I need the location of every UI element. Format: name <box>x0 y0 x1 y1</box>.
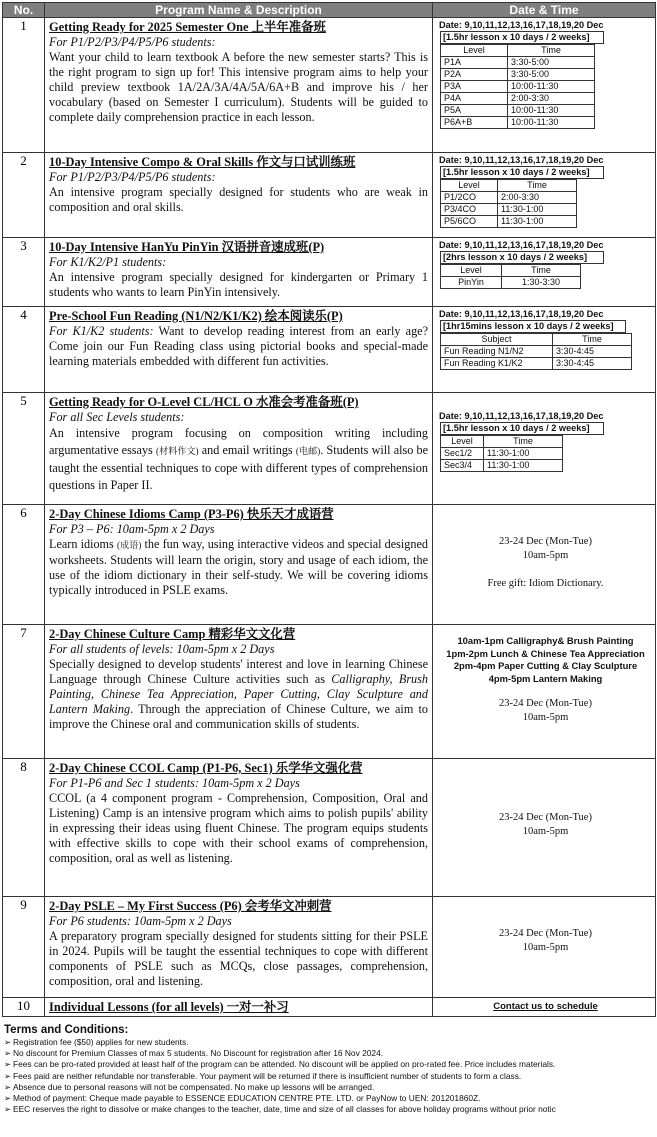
program-row <box>3 307 656 393</box>
terms-item-text: No discount for Premium Classes of max 5 students. No Discount for registration after 16 Nov 2024. <box>13 1048 384 1059</box>
row-number: 2 <box>3 153 45 238</box>
program-body-text: Want to develop reading interest from an early age? Come join our Fun Reading class using pictorial books and special-made learning materials embedded with different fun activities. <box>49 324 428 368</box>
schedule-time: 11:30-1:00 <box>484 448 563 460</box>
schedule-time: 3:30-4:45 <box>553 346 632 358</box>
header-program: Program Name & Description <box>45 3 433 18</box>
terms-and-conditions <box>4 1024 654 1115</box>
program-audience: For K1/K2 students: <box>49 324 154 338</box>
program-row <box>3 18 656 153</box>
program-audience: For P3 – P6: 10am-5pm x 2 Days <box>49 522 215 536</box>
program-description <box>45 897 433 998</box>
contact-us-link[interactable]: Contact us to schedule <box>493 1001 598 1012</box>
schedule-lesson-info: [1.5hr lesson x 10 days / 2 weeks] <box>440 422 604 435</box>
schedule-lesson-info: [1.5hr lesson x 10 days / 2 weeks] <box>440 31 604 44</box>
row-number: 7 <box>3 625 45 759</box>
program-description <box>45 307 433 393</box>
schedule-level: P1A <box>441 57 508 69</box>
camp-time: 10am-5pm <box>522 942 569 953</box>
terms-item-text: EEC reserves the right to dissolve or make changes to the teacher, date, time and size of all classes for above holiday programs without prior notic <box>13 1104 556 1115</box>
program-description <box>45 238 433 307</box>
schedule-level: P1/2CO <box>441 192 498 204</box>
program-title: Pre-School Fun Reading (N1/N2/K1/K2) 绘本阅读乐(P) <box>49 309 343 323</box>
program-body-text: An intensive program focusing on composition writing including argumentative essays <box>49 426 428 457</box>
program-title: Individual Lessons (for all levels) 一对一补习 <box>49 1000 289 1014</box>
camp-schedule-item: 4pm-5pm Lantern Making <box>488 672 603 684</box>
program-body: CCOL (a 4 component program - Comprehension, Composition, Oral and Listening) Camp is an intensive program which aims to polish pupils' ability in expressing their ideas using fluent Chinese. The program equips students with effective skills to cope with their school exams of comprehension, composition, oral as well as listening. <box>49 791 428 865</box>
arrow-bullet-icon: ➢ <box>4 1048 12 1059</box>
schedule-time: 3:30-5:00 <box>508 69 595 81</box>
row-number: 8 <box>3 759 45 897</box>
schedule-head-time: Time <box>553 334 632 346</box>
schedule-lesson-info: [1.5hr lesson x 10 days / 2 weeks] <box>440 166 604 179</box>
schedule-time: 10:00-11:30 <box>508 81 595 93</box>
program-schedule <box>433 238 656 307</box>
program-audience: For P1/P2/P3/P4/P5/P6 students: <box>49 170 216 184</box>
program-schedule <box>433 307 656 393</box>
row-number: 9 <box>3 897 45 998</box>
schedule-dates: Date: 9,10,11,12,13,16,17,18,19,20 Dec <box>439 155 604 165</box>
row-number: 4 <box>3 307 45 393</box>
program-description <box>45 759 433 897</box>
schedule-level: PinYin <box>441 277 502 289</box>
schedule-table <box>440 44 595 129</box>
program-title: 2-Day Chinese Culture Camp 精彩华文文化营 <box>49 627 296 641</box>
program-row <box>3 505 656 625</box>
program-schedule <box>433 18 656 153</box>
terms-item <box>4 1071 654 1082</box>
schedule-table <box>440 435 563 472</box>
camp-time: 10am-5pm <box>522 712 569 723</box>
schedule-level: P5A <box>441 105 508 117</box>
schedule-time: 10:00-11:30 <box>508 117 595 129</box>
terms-heading: Terms and Conditions: <box>4 1024 129 1036</box>
camp-time: 10am-5pm <box>522 550 569 561</box>
program-schedule <box>433 759 656 897</box>
program-audience: For P6 students: 10am-5pm x 2 Days <box>49 914 232 928</box>
schedule-subject: Fun Reading K1/K2 <box>441 358 553 370</box>
camp-dates: 23-24 Dec (Mon-Tue) <box>499 536 592 547</box>
program-title: Getting Ready for O-Level CL/HCL O 水准会考准备班(P) <box>49 395 359 409</box>
schedule-table <box>440 179 577 228</box>
program-audience: For P1/P2/P3/P4/P5/P6 students: <box>49 35 216 49</box>
program-title: 2-Day Chinese Idioms Camp (P3-P6) 快乐天才成语营 <box>49 507 334 521</box>
schedule-table <box>440 264 581 289</box>
schedule-subject: Fun Reading N1/N2 <box>441 346 553 358</box>
row-number: 3 <box>3 238 45 307</box>
program-row <box>3 238 656 307</box>
schedule-time: 3:30-4:45 <box>553 358 632 370</box>
schedule-time: 11:30-1:00 <box>498 216 577 228</box>
terms-item <box>4 1093 654 1104</box>
program-description <box>45 625 433 759</box>
program-title: Getting Ready for 2025 Semester One 上半年准备班 <box>49 20 326 34</box>
terms-item <box>4 1037 654 1048</box>
terms-item-text: Fees paid are neither refundable nor transferable. Your payment will be returned if there is insufficient number of students to form a class. <box>13 1070 522 1081</box>
program-title: 10-Day Intensive HanYu PinYin 汉语拼音速成班(P) <box>49 240 325 254</box>
program-description <box>45 153 433 238</box>
schedule-level: P2A <box>441 69 508 81</box>
program-schedule <box>433 153 656 238</box>
schedule-time: 1:30-3:30 <box>502 277 581 289</box>
program-schedule <box>433 897 656 998</box>
program-title: 2-Day PSLE – My First Success (P6) 会考华文冲刺营 <box>49 899 332 913</box>
program-description <box>45 393 433 505</box>
camp-schedule-item: 1pm-2pm Lunch & Chinese Tea Appreciation <box>446 647 645 659</box>
arrow-bullet-icon: ➢ <box>4 1081 12 1092</box>
schedule-lesson-info: [2hrs lesson x 10 days / 2 weeks] <box>440 251 604 264</box>
schedule-time: 3:30-5:00 <box>508 57 595 69</box>
program-body <box>49 537 428 598</box>
table-header-row <box>3 3 656 18</box>
schedule-dates: Date: 9,10,11,12,13,16,17,18,19,20 Dec <box>439 20 604 30</box>
program-audience: For all students of levels: 10am-5pm x 2 Days <box>49 642 275 656</box>
program-body <box>49 425 428 494</box>
row-number: 10 <box>3 998 45 1017</box>
program-audience: For K1/K2/P1 students: <box>49 255 167 269</box>
terms-item-text: Registration fee ($50) applies for new students. <box>13 1037 189 1047</box>
schedule-level: P6A+B <box>441 117 508 129</box>
program-description <box>45 505 433 625</box>
programs-table <box>2 2 656 1017</box>
program-body-text: the fun way, using interactive videos and special designed worksheets. Students will learn the origin, story and usage of each idiom, the use of the idiom dictionary in their self-study. We will be covering idioms typically introduced in PSLE exams. <box>49 537 428 597</box>
schedule-head-level: Level <box>441 180 498 192</box>
program-row <box>3 759 656 897</box>
row-number: 6 <box>3 505 45 625</box>
program-body-text: . Through the appreciation of Chinese Culture, we aim to improve the Chinese oral and communication skills of students. <box>49 702 429 731</box>
program-schedule <box>433 998 656 1017</box>
program-body: An intensive program specially designed for kindergarten or Primary 1 students who wants to learn PinYin intensively. <box>49 270 428 299</box>
program-description <box>45 998 433 1017</box>
program-audience: For all Sec Levels students: <box>49 410 185 424</box>
terms-item-text: Fees can be pro-rated provided at least half of the program can be attended. No discount will be applied on pro-rated fee. Price includes materials. <box>13 1059 556 1070</box>
schedule-head-level: Level <box>441 436 484 448</box>
schedule-level: P4A <box>441 93 508 105</box>
schedule-lesson-info: [1hr15mins lesson x 10 days / 2 weeks] <box>440 320 626 333</box>
chinese-note: (成语) <box>116 540 142 550</box>
program-schedule <box>433 393 656 505</box>
schedule-head-subject: Subject <box>441 334 553 346</box>
arrow-bullet-icon: ➢ <box>4 1037 12 1047</box>
camp-dates: 23-24 Dec (Mon-Tue) <box>499 698 592 709</box>
program-body-text: . Students will also be taught the essential techniques to cope with different types of comprehension questions in Paper II. <box>49 443 428 492</box>
schedule-head-level: Level <box>441 265 502 277</box>
header-date-time: Date & Time <box>433 3 656 18</box>
program-title: 10-Day Intensive Compo & Oral Skills 作文与口试训练班 <box>49 155 356 169</box>
camp-time: 10am-5pm <box>522 826 569 837</box>
program-row <box>3 897 656 998</box>
program-body <box>49 657 428 732</box>
arrow-bullet-icon: ➢ <box>4 1104 12 1115</box>
camp-dates: 23-24 Dec (Mon-Tue) <box>499 928 592 939</box>
terms-item-text: Absence due to personal reasons will not be compensated. No make up lessons will be arranged. <box>13 1081 375 1092</box>
program-schedule <box>433 625 656 759</box>
row-number: 5 <box>3 393 45 505</box>
program-title: 2-Day Chinese CCOL Camp (P1-P6, Sec1) 乐学华文强化营 <box>49 761 363 775</box>
schedule-level: P5/6CO <box>441 216 498 228</box>
schedule-time: 10:00-11:30 <box>508 105 595 117</box>
arrow-bullet-icon: ➢ <box>4 1059 12 1070</box>
schedule-head-time: Time <box>508 45 595 57</box>
chinese-note: (材料作文) <box>155 446 199 456</box>
terms-item <box>4 1048 654 1059</box>
schedule-time: 2:00-3:30 <box>498 192 577 204</box>
free-gift: Free gift: Idiom Dictionary. <box>487 578 604 589</box>
program-body: A preparatory program specially designed for students sitting for their PSLE in 2024. Pupils will be taught the essential techniques to cope with different components of PSLE such as MCQs, close passages, comprehension, composition, oral and listening. <box>49 929 428 988</box>
camp-schedule-item: 10am-1pm Calligraphy& Brush Painting <box>457 635 634 646</box>
program-audience: For P1-P6 and Sec 1 students: 10am-5pm x 2 Days <box>49 776 300 790</box>
schedule-level: P3A <box>441 81 508 93</box>
schedule-head-time: Time <box>484 436 563 448</box>
row-number: 1 <box>3 18 45 153</box>
terms-item <box>4 1104 654 1115</box>
camp-dates: 23-24 Dec (Mon-Tue) <box>499 812 592 823</box>
schedule-dates: Date: 9,10,11,12,13,16,17,18,19,20 Dec <box>439 309 604 319</box>
schedule-dates: Date: 9,10,11,12,13,16,17,18,19,20 Dec <box>439 411 604 421</box>
schedule-table <box>440 333 632 370</box>
terms-item-text: Method of payment: Cheque made payable to ESSENCE EDUCATION CENTRE PTE. LTD. or PayNow to UEN: 201201860Z. <box>13 1093 481 1104</box>
schedule-level: Sec1/2 <box>441 448 484 460</box>
camp-schedule-item: 2pm-4pm Paper Cutting & Clay Sculpture <box>453 660 638 671</box>
arrow-bullet-icon: ➢ <box>4 1093 12 1104</box>
program-schedule <box>433 505 656 625</box>
terms-item <box>4 1059 654 1070</box>
schedule-head-time: Time <box>502 265 581 277</box>
program-body: An intensive program specially designed for students who are weak in composition and oral skills. <box>49 185 428 214</box>
arrow-bullet-icon: ➢ <box>4 1070 12 1081</box>
schedule-time: 11:30-1:00 <box>484 460 563 472</box>
schedule-head-time: Time <box>498 180 577 192</box>
program-body-text: Learn idioms <box>49 537 117 551</box>
program-body <box>49 324 428 369</box>
schedule-time: 11:30-1:00 <box>498 204 577 216</box>
schedule-level: P3/4CO <box>441 204 498 216</box>
schedule-dates: Date: 9,10,11,12,13,16,17,18,19,20 Dec <box>439 240 604 250</box>
program-row <box>3 393 656 505</box>
schedule-head-level: Level <box>441 45 508 57</box>
program-body: Want your child to learn textbook A before the new semester starts? This is the right program to sign up for! This intensive program aims to help your child preview textbook 1A/2A/3A/4A/5A/6A+B and improve his / her vocabulary (based on Semester I curriculum). Students will be guided to complete daily comprehension practice in each lesson. <box>49 50 428 124</box>
schedule-level: Sec3/4 <box>441 460 484 472</box>
program-body-text: Specially designed to develop students' interest and love in learning Chinese Language through Chinese Culture activities such as <box>49 657 428 686</box>
terms-item <box>4 1082 654 1093</box>
header-no: No. <box>3 3 45 18</box>
schedule-time: 2:00-3:30 <box>508 93 595 105</box>
program-description <box>45 18 433 153</box>
activity-list: Calligraphy, Brush Painting, Chinese Tea Appreciation, Paper Cutting, Clay Sculpture and Lantern Making <box>49 672 428 716</box>
program-row <box>3 625 656 759</box>
program-body-text: and email writings <box>198 443 296 457</box>
chinese-note: (电邮) <box>295 446 321 456</box>
program-row <box>3 998 656 1017</box>
program-row <box>3 153 656 238</box>
